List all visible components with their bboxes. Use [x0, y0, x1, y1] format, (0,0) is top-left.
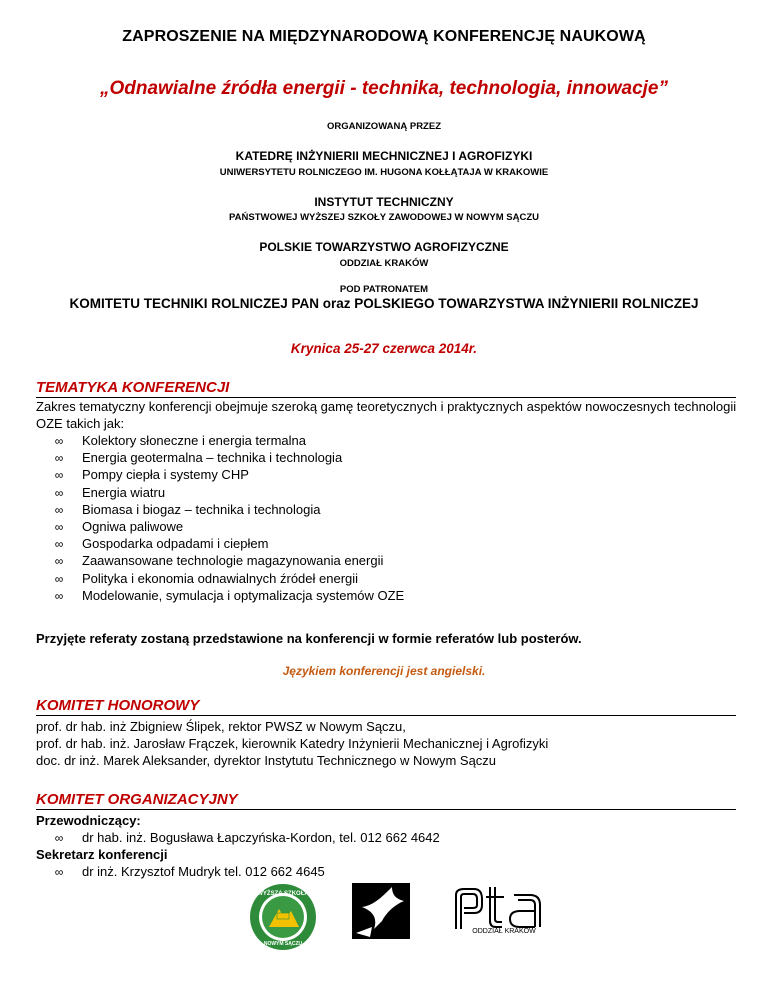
- organizer-3-name: POLSKIE TOWARZYSTWO AGROFIZYCZNE: [259, 240, 509, 254]
- list-item: [36, 570, 404, 587]
- honorary-member: prof. dr hab. inż Zbigniew Ślipek, rektor PWSZ w Nowym Sączu,: [36, 719, 406, 734]
- infinity-bullet-icon: ∞: [54, 571, 64, 586]
- list-item: [36, 518, 404, 535]
- list-item: [36, 552, 404, 569]
- pta-sub-text: ODDZIAŁ KRAKÓW: [472, 928, 536, 935]
- infinity-bullet-icon: ∞: [54, 468, 64, 483]
- organizer-3-sub: ODDZIAŁ KRAKÓW: [339, 258, 429, 269]
- infinity-bullet-icon: ∞: [54, 865, 64, 879]
- patronage-label: POD PATRONATEM: [339, 284, 429, 295]
- infinity-bullet-icon: ∞: [54, 451, 64, 466]
- list-item: [36, 449, 404, 466]
- conference-title: „Odnawialne źródła energii - technika, technologia, innowacje”: [100, 78, 668, 99]
- honorary-heading: KOMITET HONOROWY: [36, 697, 736, 716]
- topic-text: Energia wiatru: [82, 484, 166, 500]
- infinity-bullet-icon: ∞: [54, 502, 64, 517]
- topic-text: Energia geotermalna – technika i technologia: [82, 450, 343, 466]
- topic-text: Pompy ciepła i systemy CHP: [82, 467, 249, 483]
- infinity-bullet-icon: ∞: [54, 485, 64, 500]
- patronage-text: KOMITETU TECHNIKI ROLNICZEJ PAN oraz POLSKIEGO TOWARZYSTWA INŻYNIERII ROLNICZEJ: [69, 296, 699, 311]
- topic-text: Kolektory słoneczne i energia termalna: [82, 433, 307, 448]
- pwsz-seal-logo: [249, 883, 317, 951]
- honorary-member: prof. dr hab. inż. Jarosław Frączek, kierownik Katedry Inżynierii Mechanicznej i Agrofizyki: [36, 736, 549, 751]
- papers-note: Przyjęte referaty zostaną przedstawione na konferencji w formie referatów lub posterów.: [36, 631, 582, 646]
- topic-text: Modelowanie, symulacja i optymalizacja systemów OZE: [82, 587, 405, 603]
- language-note: Językiem konferencji jest angielski.: [282, 664, 486, 678]
- secretary-entry: [36, 863, 325, 881]
- organizer-2-sub: PAŃSTWOWEJ WYŻSZEJ SZKOŁY ZAWODOWEJ W NOWYM SĄCZU: [229, 212, 539, 223]
- chair-entry: [36, 829, 440, 847]
- topics-intro: Zakres tematyczny konferencji obejmuje szeroką gamę teoretycznych i praktycznych aspektów nowoczesnych technologii OZE takich jak:: [36, 399, 737, 431]
- pta-logo: [452, 885, 546, 937]
- topic-text: Ogniwa paliwowe: [82, 518, 184, 534]
- list-item: [36, 484, 404, 501]
- infinity-bullet-icon: ∞: [54, 831, 64, 845]
- topic-text: Polityka i ekonomia odnawialnych źródeł energii: [82, 570, 359, 586]
- place-date: Krynica 25-27 czerwca 2014r.: [290, 341, 478, 356]
- topics-list: [36, 432, 404, 604]
- organizer-1-sub: UNIWERSYTETU ROLNICZEGO IM. HUGONA KOŁŁĄTAJA W KRAKOWIE: [219, 167, 549, 178]
- secretary-label: Sekretarz konferencji: [36, 847, 168, 862]
- svg-text:WYŻSZA SZKOŁA: WYŻSZA SZKOŁA: [257, 891, 309, 897]
- list-item: [36, 466, 404, 483]
- topic-text: Zaawansowane technologie magazynowania energii: [82, 553, 384, 569]
- topic-text: Gospodarka odpadami i ciepłem: [82, 536, 269, 552]
- chair-name: dr hab. inż. Bogusława Łapczyńska-Kordon, tel. 012 662 4642: [82, 830, 440, 845]
- topics-heading: TEMATYKA KONFERENCJI: [36, 379, 736, 398]
- infinity-bullet-icon: ∞: [54, 588, 64, 603]
- infinity-bullet-icon: ∞: [54, 519, 64, 534]
- organizer-2-name: INSTYTUT TECHNICZNY: [314, 195, 454, 209]
- invitation-heading: ZAPROSZENIE NA MIĘDZYNARODOWĄ KONFERENCJĘ NAUKOWĄ: [122, 28, 646, 45]
- honorary-member: doc. dr inż. Marek Aleksander, dyrektor Instytutu Technicznego w Nowym Sączu: [36, 753, 497, 768]
- chair-label: Przewodniczący:: [36, 813, 141, 828]
- list-item: [36, 432, 404, 449]
- organized-by-label: ORGANIZOWANĄ PRZEZ: [327, 121, 441, 132]
- organizing-heading: KOMITET ORGANIZACYJNY: [36, 791, 736, 810]
- faculty-emblem-logo: [352, 883, 410, 939]
- infinity-bullet-icon: ∞: [54, 554, 64, 569]
- list-item: [36, 535, 404, 552]
- list-item: [36, 501, 404, 518]
- topic-text: Biomasa i biogaz – technika i technologia: [82, 501, 321, 517]
- infinity-bullet-icon: ∞: [54, 434, 64, 448]
- list-item: [36, 587, 404, 604]
- svg-text:NOWYM SĄCZU: NOWYM SĄCZU: [263, 941, 303, 947]
- organizer-1-name: KATEDRĘ INŻYNIERII MECHNICZNEJ I AGROFIZYKI: [235, 149, 533, 163]
- logos-row: [0, 883, 768, 947]
- secretary-name: dr inż. Krzysztof Mudryk tel. 012 662 4645: [82, 864, 325, 879]
- infinity-bullet-icon: ∞: [54, 537, 64, 552]
